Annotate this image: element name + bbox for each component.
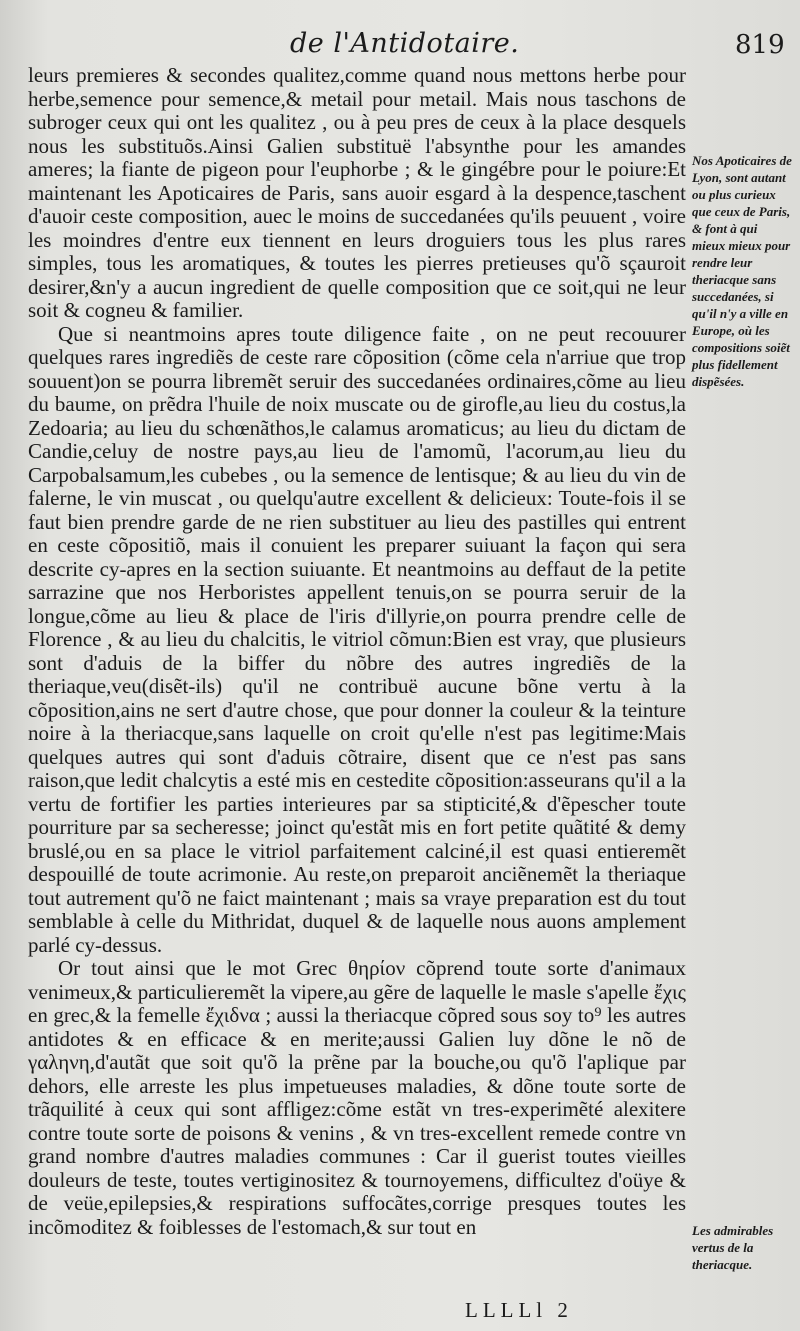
page-number: 819 <box>735 30 785 60</box>
signature-mark: LLLLl 2 <box>465 1298 573 1322</box>
running-title: de l'Antidotaire. <box>290 28 520 59</box>
margin-note: Les admirables vertus de la theriacque. <box>692 1223 774 1272</box>
main-text-column <box>28 64 686 1239</box>
margin-note: Nos Apoticaires de Lyon, sont autant ou plus curieux que ceux de Paris, & font à qui mieux mieux pour rendre leur theriacque sans succedanées, si qu'il n'y a ville en Europe, où les compositions soiẽt plus fidellement dispẽsées. <box>692 153 792 389</box>
paragraph: leurs premieres & secondes qualitez,comme quand nous mettons herbe pour herbe,semence pour semence,& metail pour metail. Mais nous taschons de subroger ceux qui ont les qualitez , ou à peu pres de ceux à la place desquels nous les substituõs.Ainsi Galien substituë l'absynthe pour les amandes ameres; la fiante de pigeon pour l'euphorbe ; & le gingébre pour le poiure:Et maintenant les Apoticaires de Paris, sans auoir esgard à la despence,taschent d'auoir ceste composition, auec le moins de succedanées qu'ils peuuent , voire les moindres d'entre eux tiennent en leurs droguiers tous les plus rares simples, tous les aromatiques, & toutes les pierres pretieuses qu'õ sçauroit desirer,&n'y a aucun ingredient de quelle composition que ce soit,qui ne leur soit & cogneu & familier. <box>28 63 686 322</box>
paragraph: Que si neantmoins apres toute diligence faite , on ne peut recouurer quelques rares ingrediẽs de ceste rare cõposition (cõme cela n'arriue que trop souuent)on se pourra libremẽt seruir des succedanées ordinaires,cõme au lieu du baume, on prẽdra l'huile de noix muscate ou de girofle,au lieu du costus,la Zedoaria; au lieu du schœnãthos,le calamus aromaticus; au lieu du dictam de Candie,celuy de nostre pays,au lieu de l'amomũ, l'acorum,au lieu du Carpobalsamum,les cubebes , ou la semence de lentisque; & au lieu du vin de falerne, le vin muscat , ou quelqu'autre excellent & delicieux: Toute-fois il se faut bien prendre garde de ne rien substituer au lieu des pastilles qui entrent en ceste cõpositiõ, mais il conuient les preparer suiuant la façon qui sera descrite cy-apres en la section suiuante. Et neantmoins au deffaut de la petite sarrazine que nos Herboristes appellent tenuis,on se pourra seruir de la longue,cõme au lieu & place de l'iris d'illyrie,on pourra prendre celle de Florence , & au lieu du chalcitis, le vitriol cõmun:Bien est vray, que plusieurs sont d'aduis de la biffer du nõbre des autres ingrediẽs de la theriaque,veu(disẽt-ils) qu'il ne contribuë aucune bõne vertu à la cõposition,ains ne sert d'autre chose, que pour donner la couleur & la teinture noire à la theriacque,sans laquelle on croit qu'elle n'est pas legitime:Mais quelques autres qui sont d'aduis cõtraire, disent que ce n'est pas sans raison,que ledit chalcytis a esté mis en cestedite cõposition:asseurans qu'il a la vertu de fortifier les parties interieures par sa stipticité,& d'ẽpescher toute pourriture par sa secheresse; joinct qu'estãt mis en fort petite quãtité & demy bruslé,ou en sa place le vitriol parfaitement calciné,il est quasi entieremẽt despouillé de toute acrimonie. Au reste,on preparoit anciẽnemẽt la theriaque tout autrement qu'õ ne faict maintenant ; mais sa vraye preparation est du tout semblable à celle du Mithridat, duquel & de laquelle nous auons amplement parlé cy-dessus. <box>28 321 686 957</box>
paragraph: Or tout ainsi que le mot Grec θηρίον cõprend toute sorte d'animaux venimeux,& particulieremẽt la vipere,au gẽre de laquelle le masle s'apelle ἔχις en grec,& la femelle ἔχιδνα ; aussi la theriacque cõpred sous soy to⁹ les autres antidotes & en efficace & en merite;aussi Galien luy dõne le nõ de γαληνη,d'autãt que soit qu'õ la prẽne par la bouche,ou qu'õ l'aplique par dehors, elle arreste les plus impetueuses maladies, & dõne toute sorte de trãquilité à ceux qui sont affligez:cõme estãt vn tres-experimẽté alexitere contre toute sorte de poisons & venins , & vn tres-excellent remede contre vn grand nombre d'autres maladies communes : Car il guerist toutes vieilles douleurs de teste, toutes vertiginositez & tournoyemens, difficultez d'oüye & de veüe,epilepsies,& respirations suffocãtes,corrige presques toutes les incõmoditez & foiblesses de l'estomach,& sur tout en <box>28 956 686 1239</box>
